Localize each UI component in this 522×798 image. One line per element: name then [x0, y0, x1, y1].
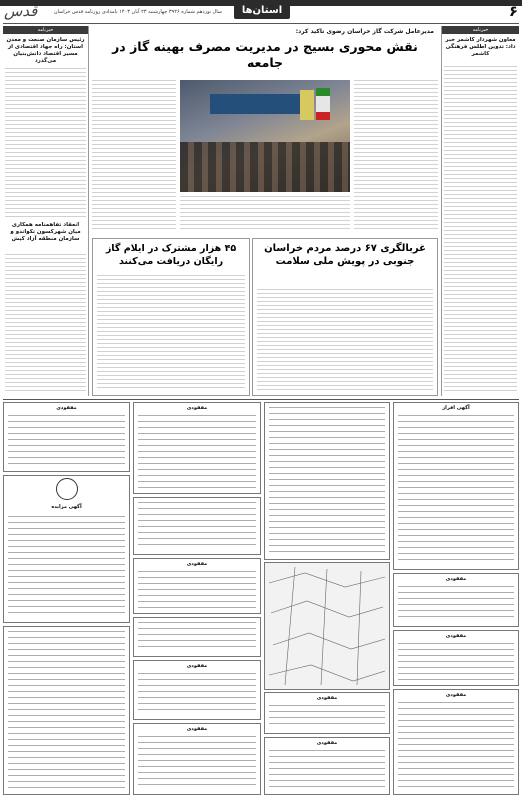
ad-text-block: [264, 402, 390, 560]
ad-notice: [393, 402, 519, 570]
main-headline: نقش محوری بسیج در مدیریت مصرف بهینه گاز در جامعه: [112, 39, 418, 70]
ad-lost-3: [393, 689, 519, 795]
ad-auction-title: آگهی مزایده: [51, 504, 82, 510]
section-title: استان‌ها: [234, 3, 290, 19]
story-screening-body: [257, 289, 433, 391]
ad-lost-6: [133, 402, 261, 494]
story-screening: [252, 238, 438, 396]
ad-lost-6-title: مفقودی: [186, 405, 208, 411]
left-column-body: [5, 68, 86, 218]
emblem-icon: [56, 478, 78, 500]
ad-lost-8-title: مفقودی: [186, 561, 208, 567]
right-column-headline: معاون شهردار کاشمر خبر داد: تدوین اطلس فرهنگی کاشمر: [445, 37, 516, 57]
left-column-headline: رئیس سازمان صنعت و معدن استان: راه جهاد اقتصادی از مسیر اقتصاد دانش‌بنیان می‌گذرد: [6, 37, 85, 64]
ad-notice-title: آگهی افراز: [442, 405, 470, 411]
ad-lost-2-title: مفقودی: [445, 633, 467, 639]
ad-lost-7: [133, 497, 261, 555]
newspaper-logo: قدس: [4, 2, 38, 20]
story-gas-ilam: [92, 238, 250, 396]
main-body-right: [354, 80, 438, 230]
photo-flag-2: [316, 88, 330, 120]
ad-lost-9: [133, 617, 261, 657]
issue-meta: سال نوزدهم شماره ۳۹۲۶ چهارشنبه ۲۳ آبان ۱۴۰۳ بامدادی روزنامه قدس خراسان: [53, 9, 222, 15]
land-map-drawing: [265, 563, 389, 689]
ad-lost-1: [393, 573, 519, 627]
ad-lost-5: [264, 737, 390, 795]
main-photo: [180, 80, 350, 192]
photo-banner: [210, 94, 310, 114]
ad-lost-11: [133, 723, 261, 795]
ad-lost-12-title: مفقودی: [56, 405, 77, 411]
page-number: ۶: [508, 2, 518, 20]
ad-lost-11-title: مفقودی: [186, 726, 208, 732]
right-column-body: [444, 66, 517, 394]
ad-lost-4: [264, 692, 390, 734]
photo-audience: [180, 142, 350, 192]
ad-lost-5-title: مفقودی: [316, 740, 338, 746]
ad-lost-3-title: مفقودی: [445, 692, 467, 698]
ad-lost-12: [3, 402, 130, 472]
header-rule: [3, 23, 519, 24]
photo-flag: [300, 90, 314, 120]
story-gas-body: [97, 275, 245, 391]
masthead: [0, 0, 522, 22]
main-kicker: مدیرعامل شرکت گاز خراسان رضوی تاکید کرد:: [295, 28, 434, 35]
ad-lost-2: [393, 630, 519, 686]
left-news-column: [3, 26, 89, 396]
ad-lost-10: [133, 660, 261, 720]
ads-rule: [3, 399, 519, 400]
main-body-below-photo: [180, 196, 350, 232]
right-column-title: خبرنامه: [442, 26, 519, 34]
ad-lost-10-title: مفقودی: [186, 663, 208, 669]
ad-auction-2: [3, 626, 130, 795]
ad-lost-1-title: مفقودی: [445, 576, 467, 582]
ad-lost-8: [133, 558, 261, 614]
left-column-body-2: [5, 254, 86, 394]
right-news-column: [441, 26, 519, 396]
ad-auction: [3, 475, 130, 623]
left-column-title: خبرنامه: [3, 26, 88, 34]
left-column-headline-2: انعقاد تفاهمنامه همکاری میان شهرکسون تکواندو و سازمان منطقه آزاد کیش: [10, 222, 81, 242]
ad-lost-4-title: مفقودی: [316, 695, 338, 701]
ad-land-map: [264, 562, 390, 690]
story-gas-headline: ۴۵ هزار مشترک در ایلام گاز رایگان دریافت می‌کنند: [105, 243, 237, 267]
main-body-left: [92, 80, 176, 230]
story-screening-headline: غربالگری ۶۷ درصد مردم خراسان جنوبی در پویش ملی سلامت: [264, 243, 426, 267]
main-story: [92, 26, 438, 236]
